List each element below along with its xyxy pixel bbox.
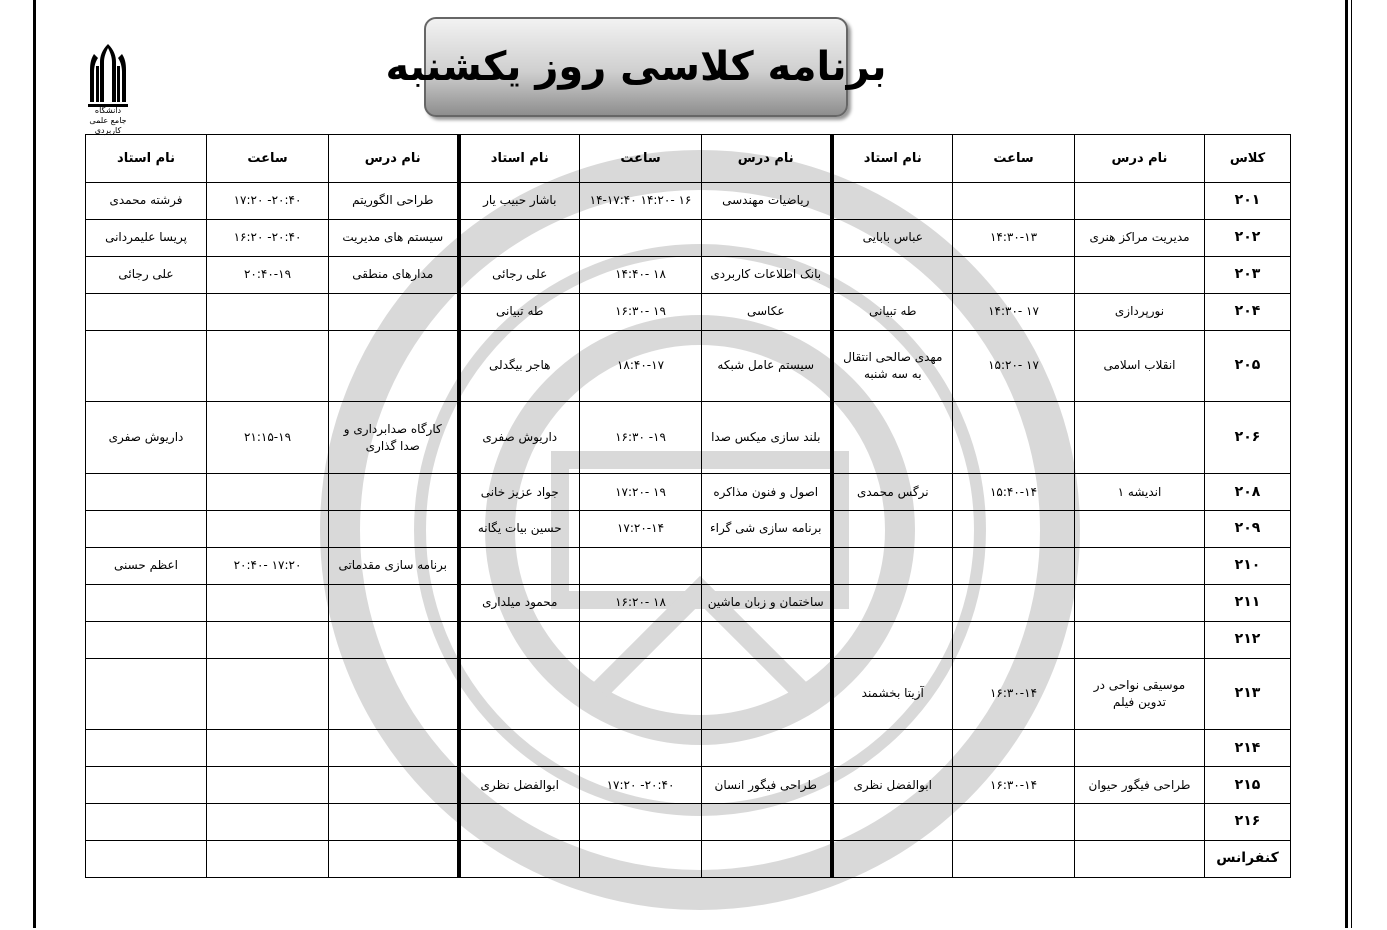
header-time: ساعت [953,135,1075,183]
time-cell: ۱۹ -۱۶:۳۰ [580,293,702,330]
time-cell [207,584,329,621]
teacher-cell: داریوش صفری [86,402,207,474]
course-cell [1075,621,1205,658]
teacher-cell: حسین بیات یگانه [459,510,580,547]
course-cell [702,658,832,730]
class-number: ۲۱۰ [1205,547,1291,584]
table-row [86,621,1291,658]
teacher-cell [86,621,207,658]
teacher-cell [832,183,953,220]
time-cell [207,730,329,767]
class-number: کنفرانس [1205,840,1291,877]
time-cell [953,402,1075,474]
class-number: ۲۰۹ [1205,510,1291,547]
time-cell: ۱۶:۳۰-۱۴ [953,767,1075,804]
teacher-cell: فرشته محمدی [86,183,207,220]
time-cell [580,547,702,584]
course-cell [329,584,459,621]
time-cell [953,804,1075,841]
course-cell: سیستم عامل شبکه [702,330,832,402]
title-box [385,17,887,117]
teacher-cell [832,730,953,767]
course-cell: بانک اطلاعات کاربردی [702,256,832,293]
course-cell [1075,510,1205,547]
course-cell: سیستم های مدیریت [329,219,459,256]
teacher-cell: آزیتا بخشمند [832,658,953,730]
course-cell: بلند سازی میکس صدا [702,402,832,474]
time-cell: ۱۹ -۱۷:۲۰ [580,474,702,511]
teacher-cell [86,293,207,330]
time-cell [953,510,1075,547]
time-cell [580,219,702,256]
table-row [86,840,1291,877]
course-cell: نورپردازی [1075,293,1205,330]
time-cell [207,330,329,402]
teacher-cell: طه تبیانی [832,293,953,330]
teacher-cell [86,767,207,804]
page-border-right-thin [1351,0,1352,928]
teacher-cell: عباس بابایی [832,219,953,256]
time-cell [207,767,329,804]
teacher-cell [459,804,580,841]
header-course: نام درس [702,135,832,183]
course-cell [329,840,459,877]
header-teacher: نام استاد [832,135,953,183]
course-cell [1075,730,1205,767]
time-cell [953,547,1075,584]
course-cell: اصول و فنون مذاکره [702,474,832,511]
table-row [86,730,1291,767]
time-cell: ۱۷:۲۰ -۲۰:۴۰ [207,547,329,584]
class-number: ۲۱۶ [1205,804,1291,841]
header-time: ساعت [580,135,702,183]
class-number: ۲۱۲ [1205,621,1291,658]
teacher-cell [832,547,953,584]
table-row [86,547,1291,584]
time-cell [953,621,1075,658]
header-time: ساعت [207,135,329,183]
class-number: ۲۱۳ [1205,658,1291,730]
course-cell [329,658,459,730]
table-header-row [86,135,1291,183]
page-title: برنامه کلاسی روز یکشنبه [385,44,887,90]
teacher-cell: جواد عزیز خانی [459,474,580,511]
teacher-cell [832,840,953,877]
course-cell [329,730,459,767]
teacher-cell [459,730,580,767]
course-cell: برنامه سازی مقدماتی [329,547,459,584]
time-cell [580,730,702,767]
teacher-cell [832,510,953,547]
course-cell [702,840,832,877]
course-cell [329,767,459,804]
table-row [86,658,1291,730]
time-cell [953,584,1075,621]
teacher-cell [459,547,580,584]
course-cell [329,804,459,841]
course-cell: انقلاب اسلامی [1075,330,1205,402]
course-cell: طراحی فیگور انسان [702,767,832,804]
teacher-cell [86,474,207,511]
course-cell: عکاسی [702,293,832,330]
teacher-cell [86,840,207,877]
time-cell [580,804,702,841]
teacher-cell [459,621,580,658]
teacher-cell [86,804,207,841]
teacher-cell [86,658,207,730]
course-cell [329,510,459,547]
teacher-cell [832,621,953,658]
time-cell: ۲۰:۴۰- ۱۷:۲۰ [207,183,329,220]
table-row [86,510,1291,547]
time-cell: ۱۹- ۱۶:۳۰ [580,402,702,474]
table-row [86,804,1291,841]
teacher-cell: ابوالفضل نظری [832,767,953,804]
class-number: ۲۱۵ [1205,767,1291,804]
course-cell: اندیشه ۱ [1075,474,1205,511]
table-row [86,767,1291,804]
course-cell [329,293,459,330]
time-cell [207,658,329,730]
teacher-cell [459,219,580,256]
course-cell: ساختمان و زبان ماشین [702,584,832,621]
course-cell [1075,183,1205,220]
table-row [86,293,1291,330]
schedule-body [86,183,1291,878]
time-cell [953,730,1075,767]
course-cell [329,330,459,402]
time-cell: ۱۷ -۱۵:۲۰ [953,330,1075,402]
class-number: ۲۰۶ [1205,402,1291,474]
teacher-cell: هاجر بیگدلی [459,330,580,402]
class-number: ۲۰۱ [1205,183,1291,220]
course-cell [702,219,832,256]
course-cell [702,804,832,841]
teacher-cell [459,658,580,730]
table-row [86,183,1291,220]
teacher-cell [86,330,207,402]
time-cell [207,840,329,877]
time-cell: ۱۷:۲۰-۱۴ [580,510,702,547]
teacher-cell [86,584,207,621]
time-cell: ۱۸ -۱۴:۴۰ [580,256,702,293]
teacher-cell: ابوالفضل نظری [459,767,580,804]
header-course: نام درس [329,135,459,183]
course-cell: طراحی الگوریتم [329,183,459,220]
teacher-cell [832,804,953,841]
teacher-cell [832,402,953,474]
time-cell: ۲۰:۴۰- ۱۶:۲۰ [207,219,329,256]
course-cell: طراحی فیگور حیوان [1075,767,1205,804]
table-row [86,584,1291,621]
teacher-cell: باشار حبیب یار [459,183,580,220]
time-cell [207,621,329,658]
class-number: ۲۱۴ [1205,730,1291,767]
time-cell [580,840,702,877]
course-cell [1075,547,1205,584]
teacher-cell [86,730,207,767]
time-cell: ۱۵:۴۰-۱۴ [953,474,1075,511]
time-cell: ۱۸:۴۰-۱۷ [580,330,702,402]
logo-caption: دانشگاه جامع علمی کاربردی [89,106,127,135]
time-cell [207,510,329,547]
course-cell: ریاضیات مهندسی [702,183,832,220]
header-class: کلاس [1205,135,1291,183]
course-cell [1075,840,1205,877]
teacher-cell [86,510,207,547]
time-cell: ۱۷ -۱۴:۳۰ [953,293,1075,330]
time-cell [580,658,702,730]
course-cell: موسیقی نواحی در تدوین فیلم [1075,658,1205,730]
time-cell: ۱۸ -۱۶:۲۰ [580,584,702,621]
teacher-cell: طه تبیانی [459,293,580,330]
header-teacher: نام استاد [459,135,580,183]
course-cell [1075,256,1205,293]
teacher-cell: پریسا علیمردانی [86,219,207,256]
teacher-cell: نرگس محمدی [832,474,953,511]
course-cell [329,621,459,658]
teacher-cell: مهدی صالحی انتقال به سه شنبه [832,330,953,402]
course-cell [1075,584,1205,621]
class-number: ۲۰۴ [1205,293,1291,330]
class-number: ۲۰۲ [1205,219,1291,256]
teacher-cell: علی رجائی [86,256,207,293]
time-cell: ۲۱:۱۵-۱۹ [207,402,329,474]
header-course: نام درس [1075,135,1205,183]
course-cell: کارگاه صدابرداری و صدا گذاری [329,402,459,474]
table-row [86,402,1291,474]
page-border-right [1345,0,1348,928]
course-cell: مدارهای منطقی [329,256,459,293]
course-cell [702,730,832,767]
time-cell: ۲۰:۴۰- ۱۷:۲۰ [580,767,702,804]
course-cell: برنامه سازی شی گراء [702,510,832,547]
teacher-cell [459,840,580,877]
course-cell [702,547,832,584]
teacher-cell [832,584,953,621]
course-cell: مدیریت مراکز هنری [1075,219,1205,256]
header-teacher: نام استاد [86,135,207,183]
time-cell [207,293,329,330]
course-cell [1075,804,1205,841]
teacher-cell: داریوش صفری [459,402,580,474]
time-cell: ۱۶ -۱۴:۲۰ ۱۴-۱۷:۴۰ [580,183,702,220]
schedule-table [85,134,1291,878]
class-number: ۲۰۵ [1205,330,1291,402]
class-number: ۲۰۸ [1205,474,1291,511]
time-cell [580,621,702,658]
table-row [86,330,1291,402]
time-cell [207,474,329,511]
course-cell [702,621,832,658]
page-border-left [33,0,36,928]
time-cell [953,256,1075,293]
class-number: ۲۱۱ [1205,584,1291,621]
class-number: ۲۰۳ [1205,256,1291,293]
teacher-cell: اعظم حسنی [86,547,207,584]
time-cell [207,804,329,841]
course-cell [1075,402,1205,474]
time-cell: ۱۶:۳۰-۱۴ [953,658,1075,730]
time-cell [953,183,1075,220]
time-cell: ۲۰:۴۰-۱۹ [207,256,329,293]
time-cell [953,840,1075,877]
time-cell: ۱۴:۳۰-۱۳ [953,219,1075,256]
teacher-cell [832,256,953,293]
table-row [86,474,1291,511]
teacher-cell: محمود میلداری [459,584,580,621]
table-row [86,219,1291,256]
table-row [86,256,1291,293]
teacher-cell: علی رجائی [459,256,580,293]
course-cell [329,474,459,511]
